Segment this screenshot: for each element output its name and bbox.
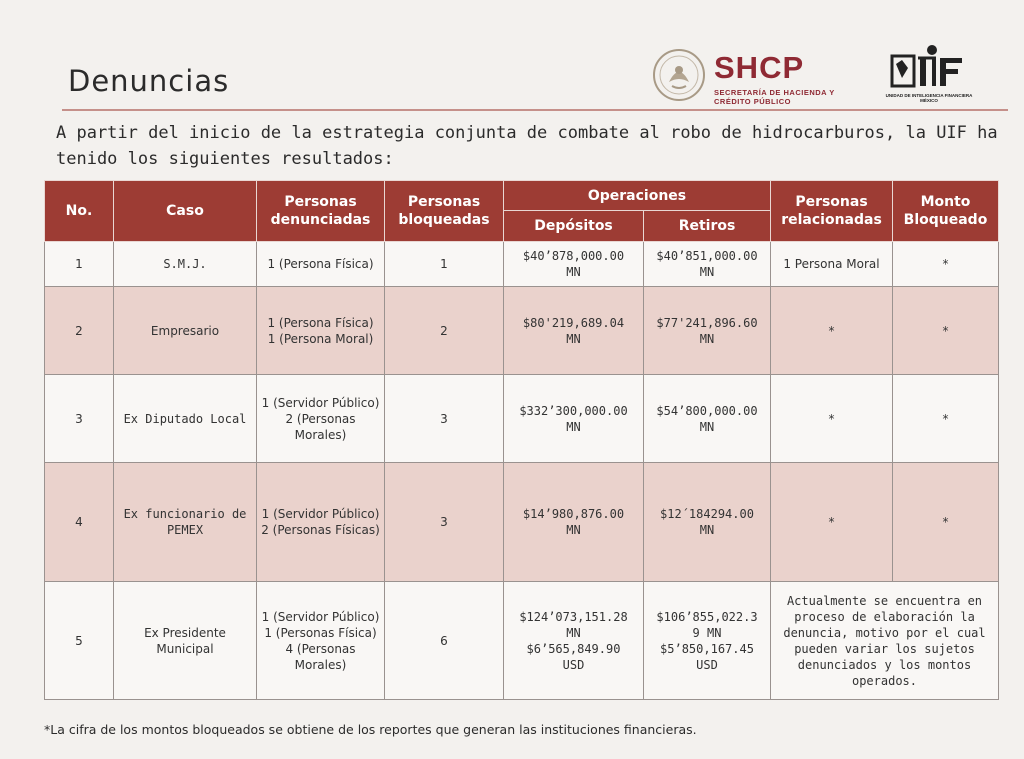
- cell-retiros: [644, 463, 771, 582]
- cell-relacionadas: *: [771, 375, 893, 463]
- cell-line: 1 (Servidor Público): [261, 507, 380, 521]
- cell-line: $124’073,151.28: [519, 609, 628, 624]
- col-header-bloqueadas: Personas bloqueadas: [385, 181, 504, 242]
- col-header-no: No.: [45, 181, 114, 242]
- cell-line: $106’855,022.3: [656, 609, 758, 624]
- footnote: *La cifra de los montos bloqueados se obtiene de los reportes que generan las instituciones financieras.: [44, 722, 697, 737]
- cell-line: $6’565,849.90: [526, 641, 621, 656]
- cell-line: $5’850,167.45: [660, 641, 754, 656]
- cell-retiros: [644, 582, 771, 700]
- cell-line: MN: [566, 265, 581, 279]
- cell-line: $54’800,000.00: [656, 403, 758, 418]
- col-header-relacionadas: Personas relacionadas: [771, 181, 893, 242]
- cell-line: MN: [566, 419, 581, 434]
- cell-relacionadas: *: [771, 287, 893, 375]
- cell-caso: S.M.J.: [114, 242, 257, 287]
- cell-line: $14’980,876.00: [522, 507, 625, 521]
- cell-denunciadas: [257, 242, 385, 287]
- col-header-operaciones: Operaciones: [504, 181, 771, 211]
- page-title: Denuncias: [68, 64, 230, 98]
- cell-line: Morales): [294, 427, 347, 442]
- cell-line: MN: [566, 625, 581, 640]
- table-row: [45, 463, 999, 582]
- cell-caso: Empresario: [114, 287, 257, 375]
- col-header-denunciadas: Personas denunciadas: [257, 181, 385, 242]
- cell-line: MN: [566, 523, 581, 537]
- uif-logo: [884, 44, 974, 104]
- cell-bloqueadas: 3: [385, 375, 504, 463]
- cell-line: 2 (Personas: [285, 411, 356, 426]
- cell-line: MN: [699, 265, 715, 279]
- cell-line: 1 (Persona Moral): [267, 331, 374, 346]
- cell-denunciadas: [257, 582, 385, 700]
- cell-line: $40’851,000.00: [656, 249, 758, 263]
- cell-line: 2 (Personas Físicas): [261, 523, 380, 537]
- cell-monto: *: [893, 242, 999, 287]
- cell-line: 1 (Servidor Público): [261, 609, 380, 624]
- cell-monto: *: [893, 375, 999, 463]
- cell-line: USD: [562, 657, 585, 672]
- cell-line: 9 MN: [692, 625, 722, 640]
- uif-subtitle: UNIDAD DE INTELIGENCIA FINANCIERA MÉXICO: [885, 93, 973, 103]
- cell-retiros: [644, 375, 771, 463]
- cell-line: 1 (Persona Física): [267, 315, 374, 330]
- cell-denunciadas: [257, 287, 385, 375]
- col-header-caso: Caso: [114, 181, 257, 242]
- cell-no: 1: [45, 242, 114, 287]
- cell-bloqueadas: 6: [385, 582, 504, 700]
- shcp-name: SHCP: [714, 50, 805, 85]
- cell-line: MN: [699, 523, 715, 537]
- cell-caso: Ex Diputado Local: [114, 375, 257, 463]
- cell-line: $77'241,896.60: [656, 315, 758, 330]
- cell-line: MN: [699, 419, 715, 434]
- shcp-subtitle: SECRETARÍA DE HACIENDA Y CRÉDITO PÚBLICO: [714, 88, 835, 106]
- cell-bloqueadas: 1: [385, 242, 504, 287]
- cell-denunciadas: [257, 463, 385, 582]
- cell-no: 3: [45, 375, 114, 463]
- cell-depositos: [504, 287, 644, 375]
- cell-retiros: [644, 242, 771, 287]
- cell-line: 4 (Personas: [285, 641, 356, 656]
- table-row: [45, 582, 999, 700]
- cell-depositos: [504, 463, 644, 582]
- table-row: [45, 287, 999, 375]
- cell-relacionadas: *: [771, 463, 893, 582]
- intro-text: A partir del inicio de la estrategia conjunta de combate al robo de hidrocarburos, la UIF ha tenido los siguientes resultados:: [56, 123, 998, 169]
- title-divider: [62, 109, 1008, 111]
- cell-relacionadas: 1 Persona Moral: [771, 242, 893, 287]
- cell-line: MN: [699, 331, 715, 346]
- cell-no: 5: [45, 582, 114, 700]
- cell-line: 1 (Personas Física): [264, 625, 377, 640]
- cell-relacionadas-note: Actualmente se encuentra en proceso de elaboración la denuncia, motivo por el cual pueden variar los sujetos denunciados y los montos operados.: [771, 582, 999, 700]
- table-row: [45, 375, 999, 463]
- cell-caso: Ex funcionario de PEMEX: [114, 463, 257, 582]
- cell-line: $332’300,000.00: [519, 403, 628, 418]
- cell-line: USD: [696, 657, 718, 672]
- cell-monto: *: [893, 463, 999, 582]
- cell-no: 2: [45, 287, 114, 375]
- cell-line: $12´184294.00: [660, 507, 754, 521]
- cell-depositos: [504, 242, 644, 287]
- cell-bloqueadas: 2: [385, 287, 504, 375]
- cell-monto: *: [893, 287, 999, 375]
- uif-emblem-icon: [884, 44, 974, 92]
- cell-caso: Ex Presidente Municipal: [114, 582, 257, 700]
- cell-bloqueadas: 3: [385, 463, 504, 582]
- cell-no: 4: [45, 463, 114, 582]
- cell-retiros: [644, 287, 771, 375]
- cell-depositos: [504, 375, 644, 463]
- cell-line: 1 (Servidor Público): [261, 395, 380, 410]
- denuncias-table: [44, 180, 999, 700]
- col-header-retiros: Retiros: [644, 211, 771, 242]
- col-header-depositos: Depósitos: [504, 211, 644, 242]
- cell-depositos: [504, 582, 644, 700]
- cell-line: 1 (Persona Física): [267, 257, 374, 271]
- header-row: [45, 181, 999, 211]
- national-seal-icon: [652, 48, 706, 102]
- table-row: [45, 242, 999, 287]
- cell-line: MN: [566, 331, 581, 346]
- col-header-monto: Monto Bloqueado: [893, 181, 999, 242]
- cell-denunciadas: [257, 375, 385, 463]
- shcp-logo: [652, 46, 852, 108]
- cell-line: $80'219,689.04: [522, 315, 625, 330]
- cell-line: $40’878,000.00: [522, 249, 625, 263]
- cell-line: Morales): [294, 657, 347, 672]
